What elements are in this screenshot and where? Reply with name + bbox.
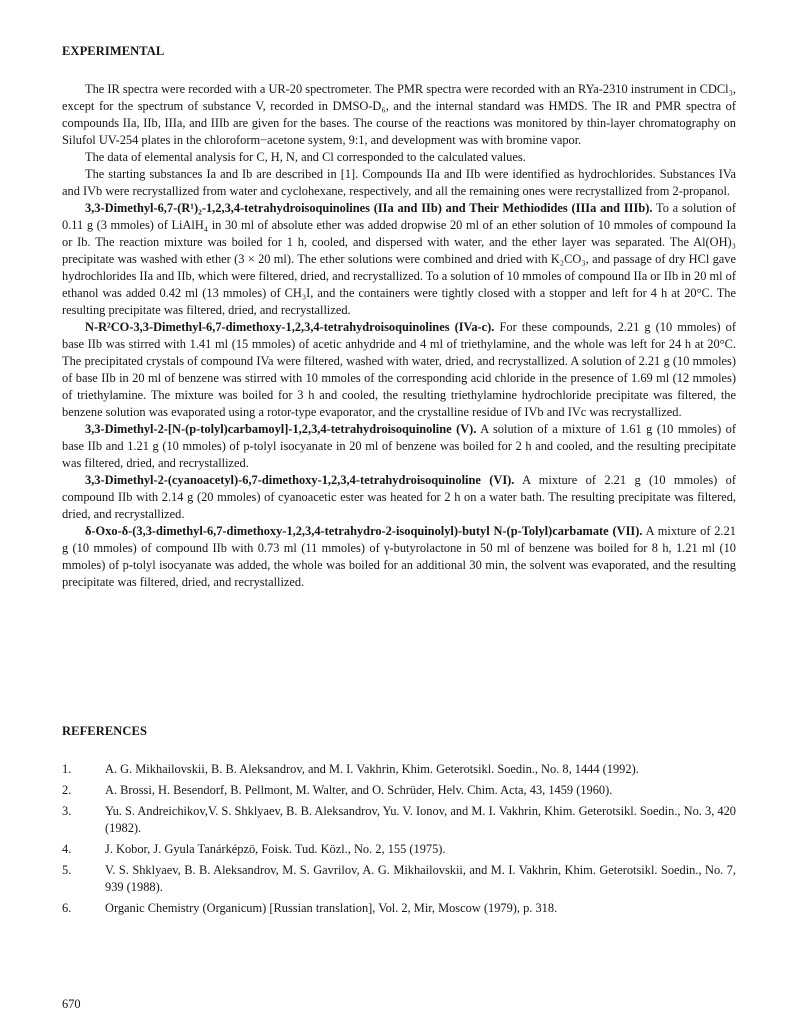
reference-text: J. Kobor, J. Gyula Tanárképzö, Foisk. Tud. Közl., No. 2, 155 (1975). bbox=[105, 842, 446, 856]
page-number: 670 bbox=[62, 997, 81, 1011]
procedure-text-vi: A mixture of 2.21 g (10 mmoles) of compound IIb with 2.14 g (20 mmoles) of cyanoacetic ester was heated for 2 h on a water bath. The resulting precipitate was filtered, dried, and recrystallized. bbox=[62, 473, 736, 521]
reference-number: 2. bbox=[62, 783, 72, 797]
reference-number: 3. bbox=[62, 804, 72, 818]
reference-number: 6. bbox=[62, 901, 72, 915]
reference-text: V. S. Shklyaev, B. B. Aleksandrov, M. S. Gavrilov, A. G. Mikhailovskii, and M. I. Vakhrin, Khim. Geterotsikl. Soedin., No. 7, 939 (1988). bbox=[105, 863, 736, 894]
reference-text: Organic Chemistry (Organicum) [Russian translation], Vol. 2, Mir, Moscow (1979), p. 318. bbox=[105, 901, 558, 915]
reference-number: 4. bbox=[62, 842, 72, 856]
reference-number: 1. bbox=[62, 762, 72, 776]
experimental-heading: EXPERIMENTAL bbox=[62, 44, 165, 58]
paragraph-compounds-ii-iii bbox=[62, 200, 736, 319]
paragraph-compound-v bbox=[62, 421, 736, 472]
procedure-text-ii-iii: To a solution of 0.11 g (3 mmoles) of LiAlH₄ in 30 ml of absolute ether was added dropwise 20 ml of an ether solution of 10 mmoles of compound Ia or Ib. The reaction mixture was boiled for 1 h, cooled, and dispersed with water, and the ether layer was separated. The Al(OH)₃ precipitate was washed with ether (3 × 20 ml). The ether solutions were combined and dried with K₂CO₃, and passage of dry HCl gave hydrochlorides IIa and IIb, which were filtered, dried, and recrystallized. To a solution of 10 mmoles of compound IIa or IIb in 20 ml of ethanol was added 0.42 ml (13 mmoles) of CH₃I, and the containers were tightly closed with a stopper and left for 4 h at 20°C. The resulting precipitate was filtered, dried, and recrystallized. bbox=[62, 201, 736, 317]
reference-text: A. G. Mikhailovskii, B. B. Aleksandrov, and M. I. Vakhrin, Khim. Geterotsikl. Soedin., No. 8, 1444 (1992). bbox=[105, 762, 639, 776]
paragraph-compound-vi bbox=[62, 472, 736, 523]
reference-item bbox=[62, 841, 736, 858]
paragraph-elemental-analysis: The data of elemental analysis for C, H, N, and Cl corresponded to the calculated values. bbox=[85, 150, 526, 164]
references-heading: REFERENCES bbox=[62, 724, 148, 738]
references-list bbox=[62, 761, 736, 921]
procedure-text-vii: A mixture of 2.21 g (10 mmoles) of compound IIb with 0.73 ml (11 mmoles) of γ-butyrolactone in 50 ml of benzene was boiled for 8 h, 1.21 ml (10 mmoles) of p-tolyl isocyanate was added, the whole was boiled for an additional 30 min, the solvent was evaporated, and the resulting precipitate was filtered, dried, and recrystallized. bbox=[62, 524, 736, 589]
paragraph-spectra: The IR spectra were recorded with a UR-20 spectrometer. The PMR spectra were recorded with an RYa-2310 instrument in CDCl₃, except for the spectrum of substance V, recorded in DMSO-D₆, and the internal standard was HMDS. The IR and PMR spectra of compounds IIa, IIb, IIIa, and IIIb are given for the bases. The course of the reactions was monitored by thin-layer chromatography on Silufol UV-254 plates in the chloroform−acetone system, 9:1, and development was with bromine vapor. bbox=[62, 82, 736, 147]
experimental-body bbox=[62, 81, 736, 591]
paragraph-compound-vii bbox=[62, 523, 736, 591]
reference-text: Yu. S. Andreichikov,V. S. Shklyaev, B. B. Aleksandrov, Yu. V. Ionov, and M. I. Vakhrin, Khim. Geterotsikl. Soedin., No. 3, 420 (1982). bbox=[105, 804, 736, 835]
paragraph-starting-substances: The starting substances Ia and Ib are described in [1]. Compounds IIa and IIb were identified as hydrochlorides. Substances IVa and IVb were recrystallized from water and cyclohexane, respectively, and all the remaining ones were recrystallized from 2-propanol. bbox=[62, 167, 736, 198]
reference-item bbox=[62, 761, 736, 778]
reference-number: 5. bbox=[62, 863, 72, 877]
procedure-title-vi: 3,3-Dimethyl-2-(cyanoacetyl)-6,7-dimethoxy-1,2,3,4-tetrahydroisoquinoline (VI). bbox=[85, 473, 515, 487]
reference-item bbox=[62, 803, 736, 837]
reference-text: A. Brossi, H. Besendorf, B. Pellmont, M. Walter, and O. Schrüder, Helv. Chim. Acta, 43, 1459 (1960). bbox=[105, 783, 613, 797]
procedure-text-v: A solution of a mixture of 1.61 g (10 mmoles) of base IIb and 1.21 g (10 mmoles) of p-tolyl isocyanate in 20 ml of benzene was boiled for 2 h and cooled, and the resulting precipitate was filtered, dried, and recrystallized. bbox=[62, 422, 737, 470]
procedure-title-iv: N-R²CO-3,3-Dimethyl-6,7-dimethoxy-1,2,3,4-tetrahydroisoquinolines (IVa-c). bbox=[85, 320, 495, 334]
reference-item bbox=[62, 900, 736, 917]
procedure-title-v: 3,3-Dimethyl-2-[N-(p-tolyl)carbamoyl]-1,2,3,4-tetrahydroisoquinoline (V). bbox=[85, 422, 477, 436]
reference-item bbox=[62, 782, 736, 799]
procedure-title-vii: δ-Oxo-δ-(3,3-dimethyl-6,7-dimethoxy-1,2,3,4-tetrahydro-2-isoquinolyl)-butyl N-(p-Tolyl)carbamate (VII). bbox=[85, 524, 643, 538]
procedure-text-iv: For these compounds, 2.21 g (10 mmoles) of base IIb was stirred with 1.41 ml (15 mmoles) of acetic anhydride and 4 ml of triethylamine, and the whole was left for 24 h at 20°C. The precipitated crystals of compound IVa were filtered, washed with water, dried, and recrystallized. A solution of 2.21 g (10 mmoles) of base IIb in 20 ml of benzene was stirred with 10 mmoles of the corresponding acid chloride in the presence of 1.69 ml (12 mmoles) of triethylamine. The mixture was boiled for 3 h and cooled, the resulting triethylamine hydrochloride precipitate was filtered, the benzene solution was evaporated using a rotor-type evaporator, and the crystalline residue of IVb and IVc was recrystallized. bbox=[62, 320, 736, 419]
paragraph-compounds-iv bbox=[62, 319, 736, 421]
reference-item bbox=[62, 862, 736, 896]
procedure-title-ii-iii: 3,3-Dimethyl-6,7-(R¹)₂-1,2,3,4-tetrahydroisoquinolines (IIa and IIb) and Their Methiodides (IIIa and IIIb). bbox=[85, 201, 653, 215]
